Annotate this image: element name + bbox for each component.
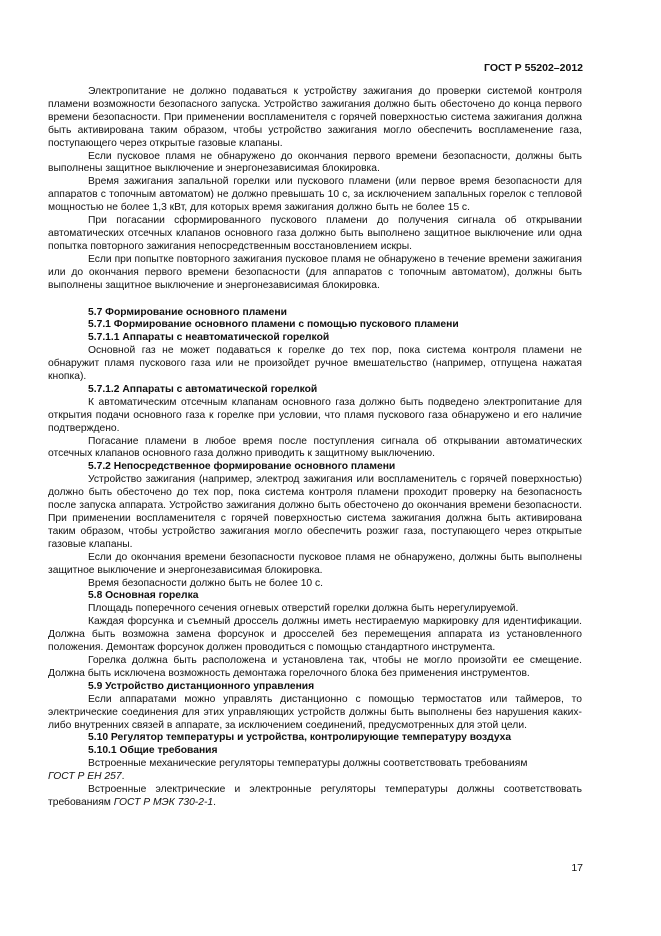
paragraph <box>48 758 582 784</box>
paragraph: Устройство зажигания (например, электрод зажигания или воспламенитель с горячей поверхностью) должно быть обесточено до тех пор, пока система контроля пламени проходит проверку на безопасность после запуска аппарата. Устройство зажигания должно быть обесточено до окончания времени безопасности. При применении воспламенителя с горячей поверхностью система зажигания должна быть активирована таким образом, чтобы устройство зажигания могло обеспечить розжиг газа, поступающего через открытые газовые клапаны. <box>48 474 582 550</box>
section-heading-5-10-1: 5.10.1 Общие требования <box>88 745 218 757</box>
standard-reference: ГОСТ Р МЭК 730-2-1 <box>113 796 214 808</box>
paragraph: Если до окончания времени безопасности пусковое пламя не обнаружено, должны быть выполнены защитное выключение и энергонезависимая блокировка. <box>48 551 582 576</box>
section-heading-5-7-1-2: 5.7.1.2 Аппараты с автоматической горелкой <box>88 383 318 395</box>
paragraph: Если при попытке повторного зажигания пусковое пламя не обнаружено в течение времени зажигания или до окончания первого времени безопасности (для аппаратов с топочным автоматом), должны быть выполнены защитное выключение и энергонезависимая блокировка. <box>48 253 582 291</box>
paragraph: К автоматическим отсечным клапанам основного газа должно быть подведено электропитание для открытия подачи основного газа к горелке при условии, что пламя пускового газа обнаружено и его наличие подтверждено. <box>48 396 582 434</box>
section-heading-5-10: 5.10 Регулятор температуры и устройства, контролирующие температуру воздуха <box>88 732 512 744</box>
paragraph: Время безопасности должно быть не более 10 с. <box>88 577 324 589</box>
page-number: 17 <box>571 862 583 874</box>
paragraph: Погасание пламени в любое время после поступления сигнала об открывании автоматических отсечных клапанов основного газа должно приводить к защитному выключению. <box>48 435 582 460</box>
paragraph: Площадь поперечного сечения огневых отверстий горелки должна быть нерегулируемой. <box>88 603 519 615</box>
paragraph: Каждая форсунка и съемный дроссель должны иметь нестираемую маркировку для идентификации. Должна быть возможна замена форсунок и дросселей без перемещения аппарата из установленного положения. Демонтаж форсунок должен проводиться с помощью стандартного инструмента. <box>48 616 582 654</box>
standard-reference: ГОСТ Р ЕН 257 <box>48 771 122 783</box>
paragraph-end: . <box>213 796 216 808</box>
paragraph <box>48 784 582 810</box>
paragraph: Если аппаратами можно управлять дистанционно с помощью термостатов или таймеров, то электрические соединения для этих управляющих устройств должны быть выполнены без нарушения каких-либо внутренних связей в аппарате, за исключением соединений, предусмотренных для этой цели. <box>48 693 582 731</box>
paragraph: Основной газ не может подаваться к горелке до тех пор, пока система контроля пламени не обнаружит пламя пускового газа или не произойдет ручное вмешательство (например, отпущена нажатая кнопка). <box>48 345 582 383</box>
paragraph: Если пусковое пламя не обнаружено до окончания первого времени безопасности, должны быть выполнены защитное выключение и энергонезависимая блокировка. <box>48 150 582 175</box>
section-gap <box>48 293 582 307</box>
document-body <box>48 86 582 810</box>
section-heading-5-9: 5.9 Устройство дистанционного управления <box>88 680 315 692</box>
section-heading-5-8: 5.8 Основная горелка <box>88 590 199 602</box>
section-heading-5-7-1-1: 5.7.1.1 Аппараты с неавтоматической горелкой <box>88 332 330 344</box>
paragraph: Время зажигания запальной горелки или пускового пламени (или первое время безопасности для аппаратов с топочным автоматом) не должно превышать 10 с, за исключением запальных горелок с тепловой мощностью не более 1,3 кВт, для которых время зажигания должно быть не более 15 с. <box>48 176 582 214</box>
section-heading-5-7: 5.7 Формирование основного пламени <box>88 306 287 318</box>
paragraph-text: Встроенные электрические и электронные регуляторы температуры должны соответствовать требованиям <box>48 784 582 808</box>
section-heading-5-7-1: 5.7.1 Формирование основного пламени с помощью пускового пламени <box>88 319 459 331</box>
paragraph-text: Встроенные механические регуляторы температуры должны соответствовать требованиям <box>88 758 528 770</box>
paragraph: Горелка должна быть расположена и установлена так, чтобы не могло произойти ее смещение. Должна быть исключена возможность демонтажа горелочного блока без применения инструментов. <box>48 654 582 679</box>
section-heading-5-7-2: 5.7.2 Непосредственное формирование основного пламени <box>88 461 396 473</box>
paragraph-end: . <box>121 771 125 783</box>
paragraph: Электропитание не должно подаваться к устройству зажигания до проверки системой контроля пламени возможности безопасного запуска. Устройство зажигания должно быть обесточено до конца первого времени безопасности. При применении воспламенителя с горячей поверхностью система зажигания должна быть активирована таким образом, чтобы устройство зажигания могло обеспечить воспламенение газа, поступающего через открытые газовые клапаны. <box>48 86 582 149</box>
standard-code-header: ГОСТ Р 55202–2012 <box>484 62 583 74</box>
paragraph: При погасании сформированного пускового пламени до получения сигнала об открывании автоматических отсечных клапанов основного газа должно быть выполнено защитное выключение или одна попытка повторного зажигания непосредственным восстановлением искры. <box>48 215 582 252</box>
